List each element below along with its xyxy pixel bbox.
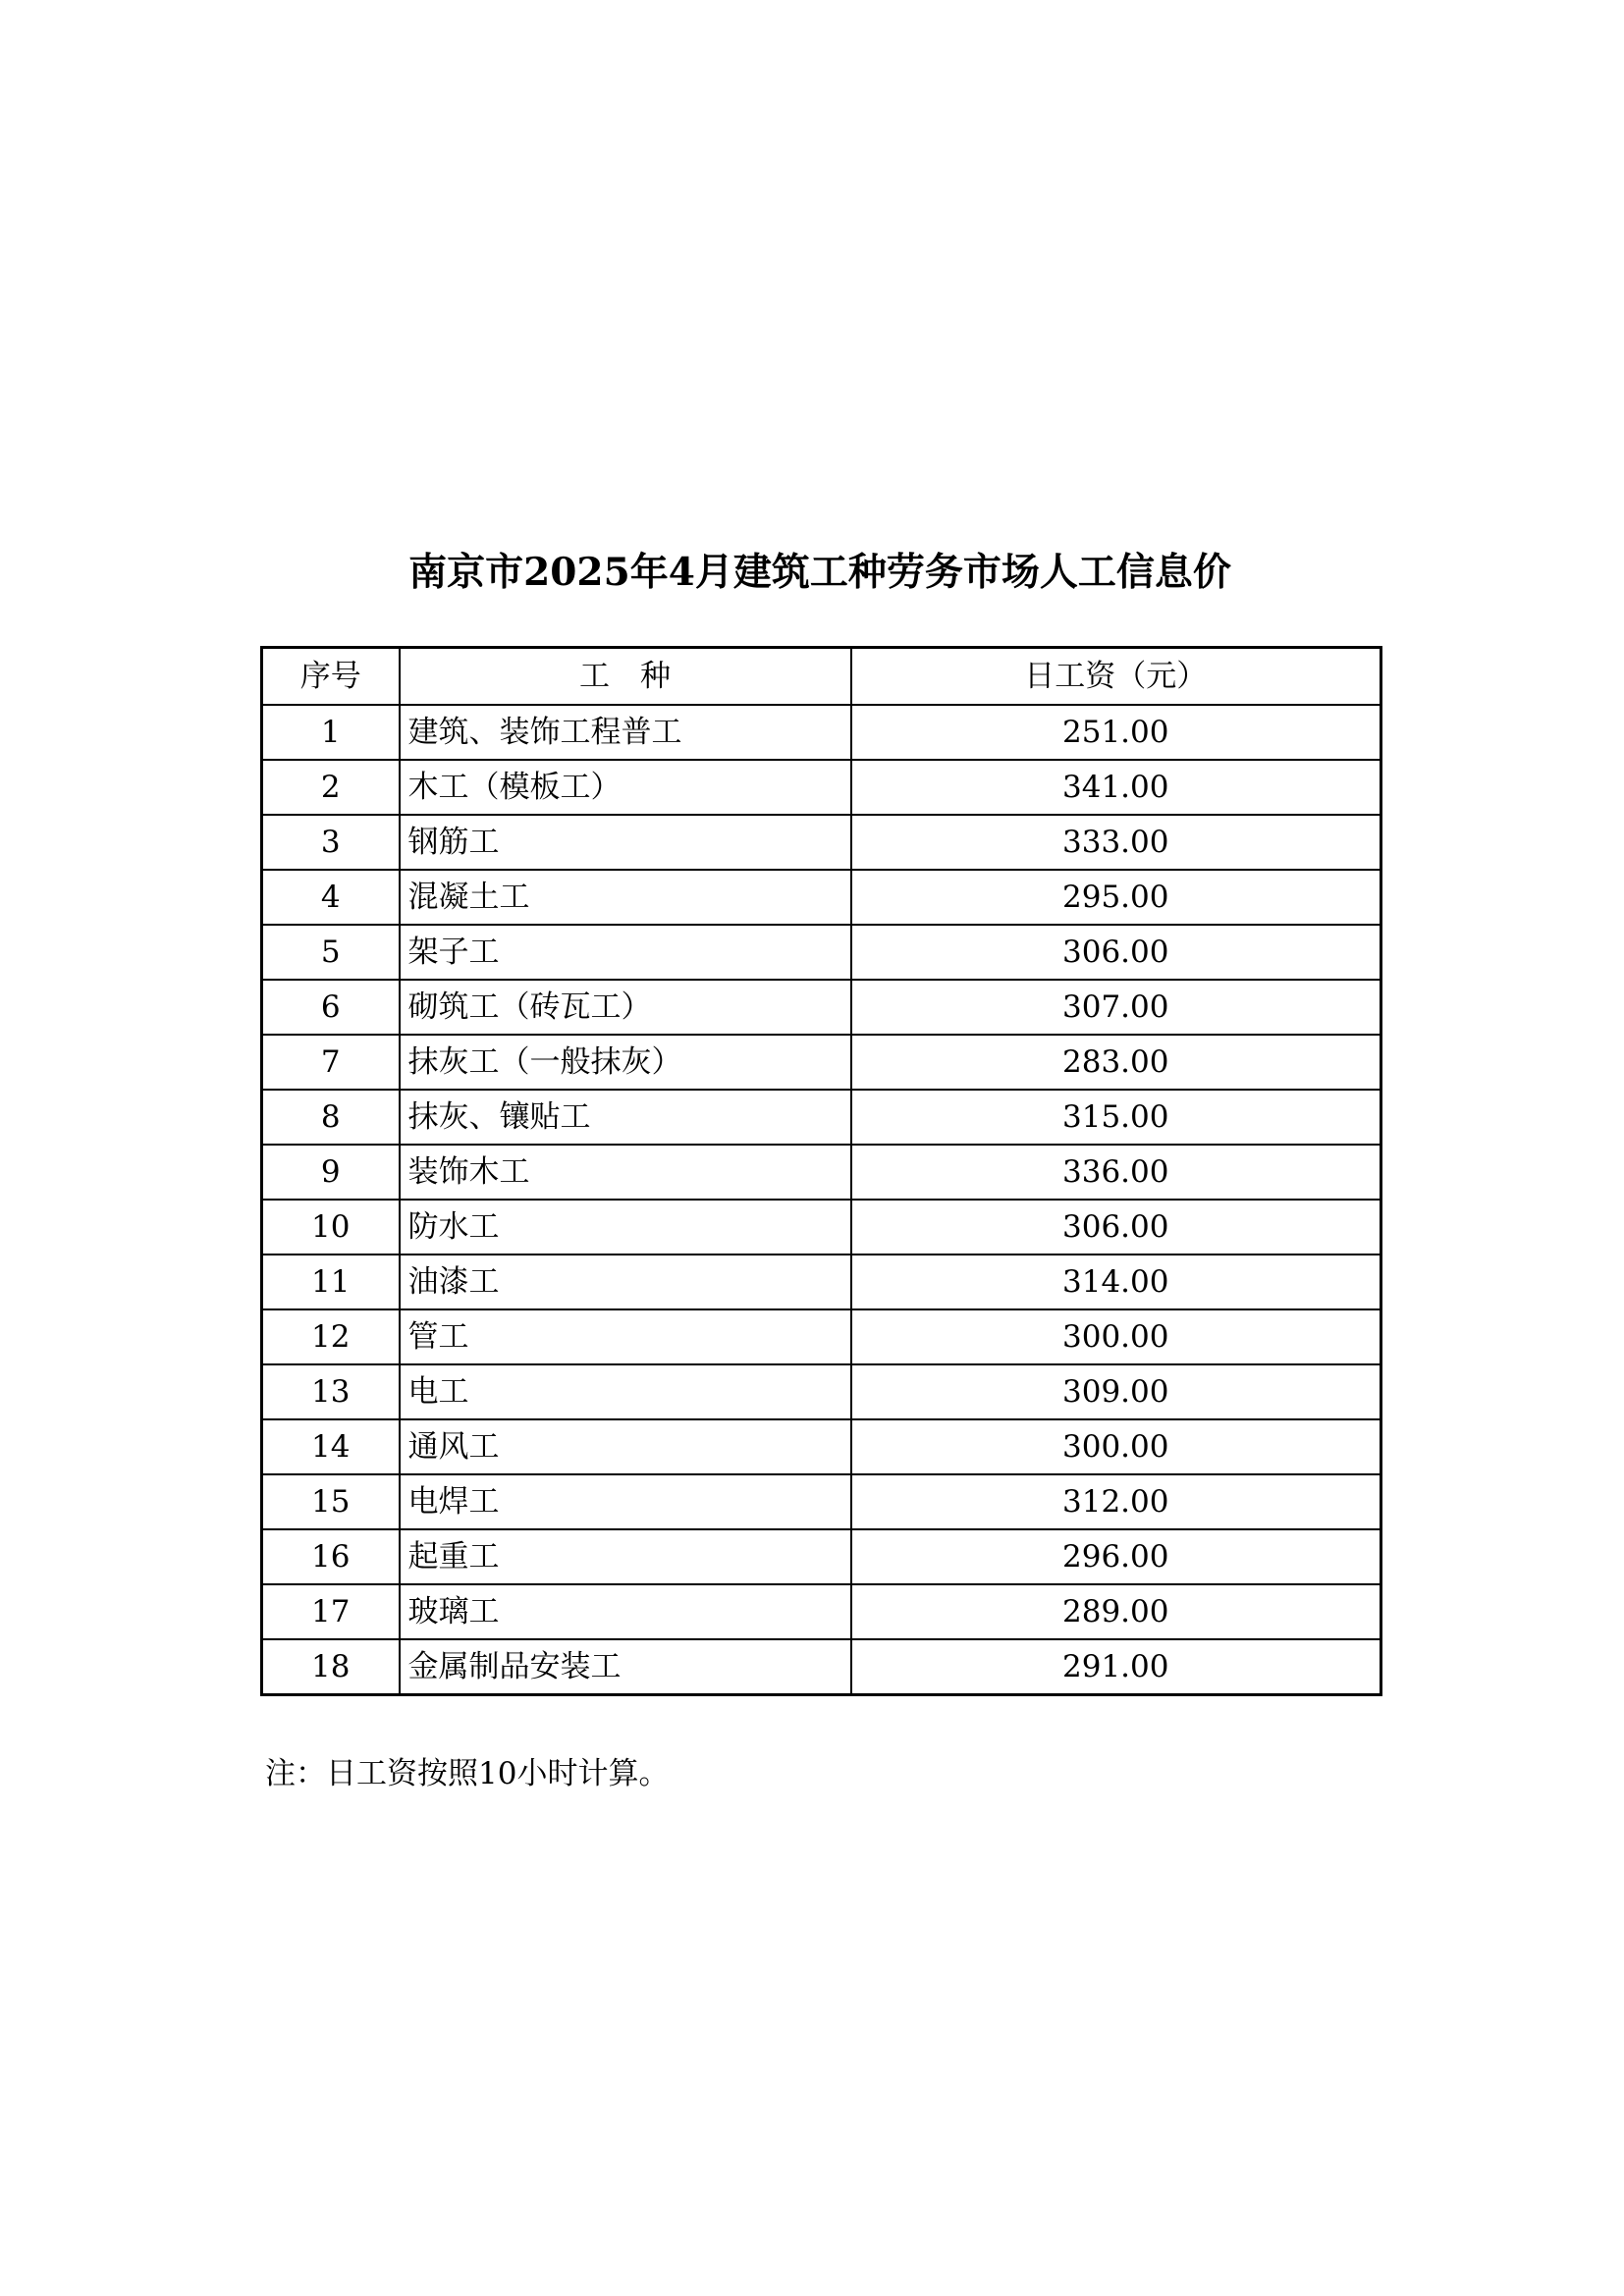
row-number: 8: [262, 1090, 400, 1145]
table-row: [262, 1309, 1381, 1364]
header-type: 工 种: [400, 648, 851, 706]
row-daily-wage: 306.00: [851, 1200, 1381, 1255]
row-daily-wage: 300.00: [851, 1309, 1381, 1364]
row-work-type: 架子工: [400, 925, 851, 980]
footnote: 注：日工资按照10小时计算。: [265, 1756, 670, 1791]
table-row: [262, 1474, 1381, 1529]
row-work-type: 防水工: [400, 1200, 851, 1255]
header-no: 序号: [262, 648, 400, 706]
row-work-type: 抹灰工（一般抹灰）: [400, 1035, 851, 1090]
row-number: 12: [262, 1309, 400, 1364]
row-work-type: 电工: [400, 1364, 851, 1419]
row-work-type: 金属制品安装工: [400, 1639, 851, 1695]
table-row: [262, 1584, 1381, 1639]
table-row: [262, 1090, 1381, 1145]
row-number: 4: [262, 870, 400, 925]
wage-table: [260, 646, 1382, 1696]
row-daily-wage: 314.00: [851, 1255, 1381, 1309]
table-row: [262, 760, 1381, 815]
row-work-type: 起重工: [400, 1529, 851, 1584]
row-daily-wage: 289.00: [851, 1584, 1381, 1639]
row-number: 6: [262, 980, 400, 1035]
table-row: [262, 1200, 1381, 1255]
row-number: 2: [262, 760, 400, 815]
row-daily-wage: 296.00: [851, 1529, 1381, 1584]
table-row: [262, 925, 1381, 980]
row-daily-wage: 306.00: [851, 925, 1381, 980]
row-work-type: 抹灰、镶贴工: [400, 1090, 851, 1145]
row-daily-wage: 283.00: [851, 1035, 1381, 1090]
row-daily-wage: 307.00: [851, 980, 1381, 1035]
row-number: 15: [262, 1474, 400, 1529]
table-row: [262, 1529, 1381, 1584]
row-number: 18: [262, 1639, 400, 1695]
row-daily-wage: 295.00: [851, 870, 1381, 925]
table-row: [262, 705, 1381, 760]
row-work-type: 电焊工: [400, 1474, 851, 1529]
row-work-type: 木工（模板工）: [400, 760, 851, 815]
table-header-row: [262, 648, 1381, 706]
row-work-type: 装饰木工: [400, 1145, 851, 1200]
row-number: 3: [262, 815, 400, 870]
row-number: 13: [262, 1364, 400, 1419]
row-daily-wage: 336.00: [851, 1145, 1381, 1200]
row-work-type: 钢筋工: [400, 815, 851, 870]
row-number: 16: [262, 1529, 400, 1584]
row-work-type: 油漆工: [400, 1255, 851, 1309]
page-title: 南京市2025年4月建筑工种劳务市场人工信息价: [408, 550, 1231, 595]
row-work-type: 玻璃工: [400, 1584, 851, 1639]
table-row: [262, 1255, 1381, 1309]
row-work-type: 混凝土工: [400, 870, 851, 925]
row-number: 17: [262, 1584, 400, 1639]
table-row: [262, 870, 1381, 925]
row-daily-wage: 312.00: [851, 1474, 1381, 1529]
header-wage: 日工资（元）: [851, 648, 1381, 706]
row-number: 7: [262, 1035, 400, 1090]
table-row: [262, 980, 1381, 1035]
row-work-type: 砌筑工（砖瓦工）: [400, 980, 851, 1035]
row-daily-wage: 251.00: [851, 705, 1381, 760]
table-row: [262, 1035, 1381, 1090]
row-number: 10: [262, 1200, 400, 1255]
row-number: 14: [262, 1419, 400, 1474]
row-number: 5: [262, 925, 400, 980]
table-row: [262, 1639, 1381, 1695]
table-row: [262, 1364, 1381, 1419]
row-daily-wage: 300.00: [851, 1419, 1381, 1474]
row-number: 1: [262, 705, 400, 760]
row-number: 11: [262, 1255, 400, 1309]
row-number: 9: [262, 1145, 400, 1200]
table-row: [262, 1419, 1381, 1474]
table-row: [262, 815, 1381, 870]
row-daily-wage: 309.00: [851, 1364, 1381, 1419]
row-work-type: 管工: [400, 1309, 851, 1364]
row-work-type: 通风工: [400, 1419, 851, 1474]
row-daily-wage: 333.00: [851, 815, 1381, 870]
row-work-type: 建筑、装饰工程普工: [400, 705, 851, 760]
table-body: [262, 705, 1381, 1695]
table-row: [262, 1145, 1381, 1200]
row-daily-wage: 315.00: [851, 1090, 1381, 1145]
row-daily-wage: 291.00: [851, 1639, 1381, 1695]
row-daily-wage: 341.00: [851, 760, 1381, 815]
